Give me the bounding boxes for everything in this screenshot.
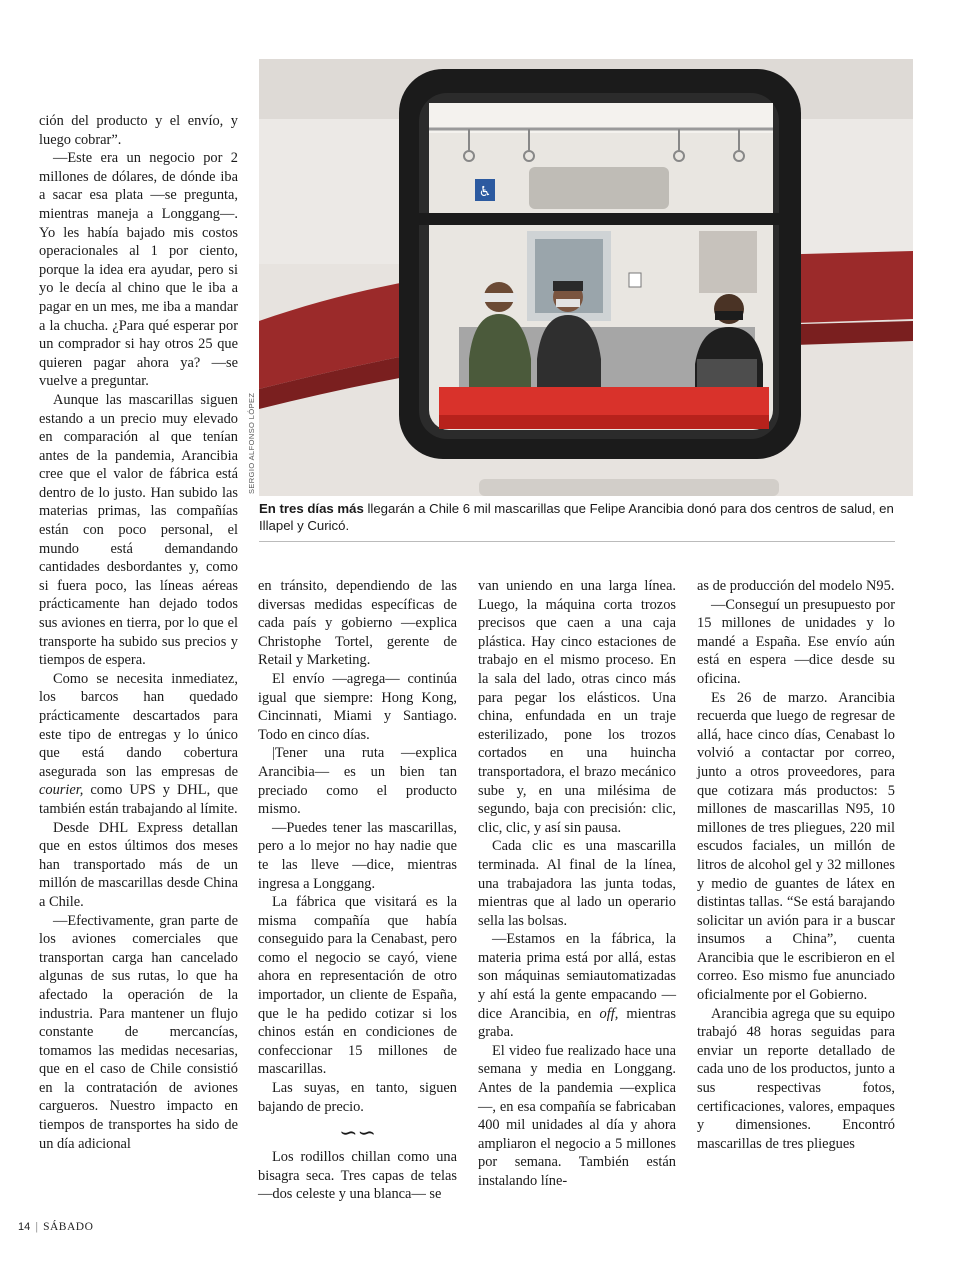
caption-text: llegarán a Chile 6 mil mascarillas que Felipe Arancibia donó para dos centros de salud, en Illapel y Curicó.: [259, 501, 894, 533]
paragraph: —Puedes tener las mascarillas, pero a lo mejor no hay nadie que te las lleve —dice, mientras ingresa a Longgang.: [258, 819, 457, 892]
svg-text:♿: ♿: [478, 184, 492, 200]
page-folio: [18, 1221, 93, 1233]
page-number: 14: [18, 1221, 31, 1233]
paragraph: Aunque las mascarillas siguen estando a un precio muy elevado en comparación al que tenían antes de la pandemia, Arancibia cree que el valor de fábrica está dentro de lo justo. Han subido las materias primas, las compañías están con poco personal, el mundo está demandando cantidades desbordantes y, como si fuera poco, las líneas aéreas prácticamente han dejado todos sus aviones en tierra, por lo que el transporte ha subido sus precios y tiempos de espera.: [39, 391, 238, 669]
italic-word: off,: [599, 1005, 619, 1022]
article-column-3: [478, 577, 676, 1191]
paragraph: La fábrica que visitará es la misma compañía que había conseguido para la Cenabast, pero como el negocio se cayó, viene ahora en representación de otro importador, un cliente de España, que le ha pedido cotizar si los chinos están en condiciones de confeccionar 15 millones de mascarillas.: [258, 894, 457, 1078]
photo-credit: SERGIO ALFONSO LÓPEZ: [247, 392, 256, 494]
paragraph: El video fue realizado hace una semana y media en Longgang. Antes de la pandemia —explica—, en esa compañía se fabricaban 400 mil unidades al día y ahora ampliaron el negocio a 5 millones por semana. También están instalando líne-: [478, 1042, 676, 1189]
paragraph: Arancibia agrega que su equipo trabajó 48 horas seguidas para enviar un reporte detallado de cada uno de los productos, junto a sus respectivas fotos, certificaciones, valores, empaques y dimensiones. Encontró mascarillas de tres pliegues: [697, 1005, 895, 1152]
paragraph: en tránsito, dependiendo de las diversas medidas específicas de cada país y gobierno —explica Christophe Tortel, gerente de Retail y Marketing.: [258, 578, 457, 669]
text-run: —Estamos en la fábrica, la materia prima está por allá, estas son máquinas semiautomatizadas y ahí está la gente empacando —dice Arancibia, en: [478, 931, 676, 1022]
article-column-4: [697, 577, 895, 1153]
text-run: como UPS y DHL, que también están trabajando al límite.: [39, 782, 238, 817]
paragraph: —Efectivamente, gran parte de los aviones comerciales que transportan carga han cancelado algunas de sus rutas, lo que ha afectado la operación de la industria. Para mantener un flujo constante de mercancías, tomamos las medidas necesarias, que en el caso de Chile consistió en la contratación de aviones cargueros. Nuestro impacto en tiempos de transportes ha sido de un día adicional: [39, 912, 238, 1152]
subway-window-photo: [259, 59, 913, 496]
paragraph: El envío —agrega— continúa igual que siempre: Hong Kong, Cincinnati, Miami y Santiago. Todo en cinco días.: [258, 670, 457, 743]
caption-divider: [259, 541, 895, 542]
paragraph: as de producción del modelo N95.: [697, 578, 895, 594]
paragraph: Cada clic es una mascarilla terminada. Al final de la línea, una trabajadora las junta todas, mientras que al lado un operario sella las bolsas.: [478, 838, 676, 929]
text-run: mientras graba.: [478, 1005, 676, 1041]
paragraph: Los rodillos chillan como una bisagra seca. Tres capas de telas —dos celeste y una blanca— se: [258, 1149, 457, 1203]
paragraph: Las suyas, en tanto, siguen bajando de precio.: [258, 1080, 457, 1115]
paragraph: Es 26 de marzo. Arancibia recuerda que luego de regresar de allá, hace cinco días, Cenabast lo volvió a contactar por correo, junto a otros proveedores, para que cotizara más productos: 5 millones de mascarillas N95, 10 millones de tres pliegues, 220 mil escudos faciales, un millón de litros de alcohol gel y 32 millones y medio de guantes de látex en distintas tallas. “Se está barajando solicitar un avión para ir a buscar insumos a China”, cuenta Arancibia que le escribieron en el correo. Eso mismo fue anunciado oficialmente por el Gobierno.: [697, 689, 895, 1004]
photo-caption: [259, 500, 899, 534]
section-ornament: ∽∽: [339, 1120, 376, 1146]
article-column-2: [258, 577, 457, 1204]
paragraph: van uniendo en una larga línea. Luego, la máquina corta trozos precisos que caen a una caja plástica. Hay cinco estaciones de trabajo en el mismo proceso. En la sala del lado, otras cinco más para pegar los elásticos. Una china, enfundada en un traje esterilizado, pone los trozos cortados en una huincha transportadora, el brazo mecánico sube y, en una milésima de segundo, baja con precisión: clic, clic, clic, y así sin pausa.: [478, 578, 676, 836]
article-column-1: [39, 112, 238, 1153]
paragraph: |Tener una ruta —explica Arancibia— es un bien tan preciado como el producto mismo.: [258, 745, 457, 818]
paragraph: [39, 670, 238, 819]
article-photo: [259, 59, 913, 496]
text-run: Como se necesita inmediatez, los barcos han quedado prácticamente descartados para este tipo de entregas y lo único que está dando cobertura asegurada son las empresas de: [39, 670, 238, 780]
magazine-name: SÁBADO: [43, 1221, 94, 1233]
paragraph: Desde DHL Express detallan que en estos últimos dos meses han transportado más de un millón de mascarillas desde China a Chile.: [39, 819, 238, 910]
folio-separator: |: [35, 1221, 39, 1233]
italic-word: courier,: [39, 782, 84, 799]
paragraph: ción del producto y el envío, y luego cobrar”.: [39, 113, 238, 148]
paragraph: —Este era un negocio por 2 millones de dólares, de dónde iba a sacar esa plata —se pregunta, mientras maneja a Longgang—. Yo les había bajado mis costos operacionales al 1 por ciento, porque la idea era ayudar, pero si yo le decía al chino que le iba a pagar en un mes, me iba a mandar a la chucha. ¿Para qué esperar por un comprador si hay otros 25 que quieren pagar ahora ya? —se vuelve a preguntar.: [39, 150, 238, 390]
paragraph: [478, 930, 676, 1042]
caption-lead: En tres días más: [259, 501, 364, 516]
paragraph: —Conseguí un presupuesto por 15 millones de unidades y lo mandé a España. Ese envío aún está en espera —dice desde su oficina.: [697, 596, 895, 687]
